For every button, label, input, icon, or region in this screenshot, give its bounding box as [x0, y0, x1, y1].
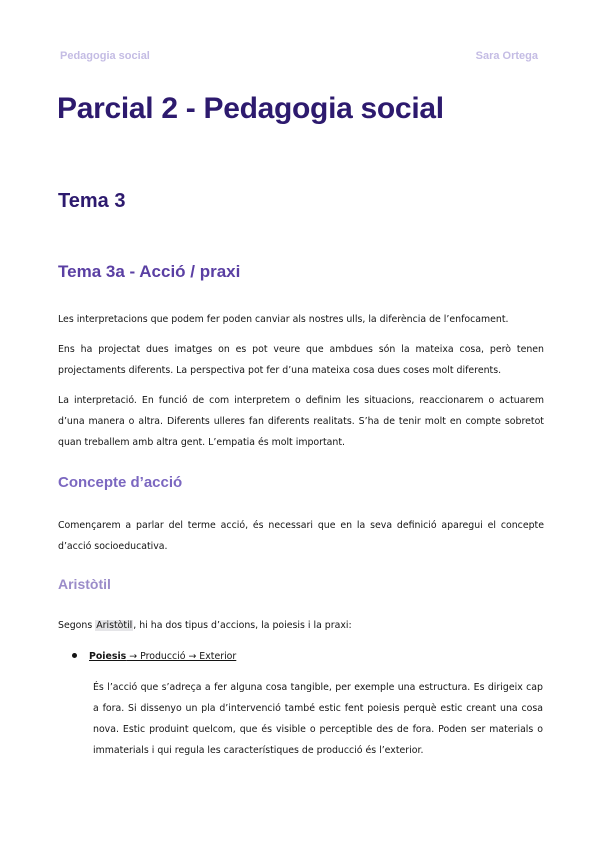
heading-tema-3: Tema 3: [58, 190, 126, 212]
list-item-poiesis: [72, 646, 236, 667]
paragraph-text-after: , hi ha dos tipus d’accions, la poiesis i la praxi:: [133, 620, 352, 631]
paragraph-tipus-accions: [58, 615, 544, 636]
paragraph-poiesis-detail: És l’acció que s’adreça a fer alguna cosa tangible, per exemple una estructura. Es dirigeix cap a fora. Si dissenyo un pla d’intervenció també estic fent poiesis perquè estic creant una cosa nova. Estic produint quelcom, que és visible o perceptible des de fora. Poden ser materials o immaterials i qui regula les característiques de producció és l’exterior.: [93, 682, 543, 756]
highlighted-aristotil: Aristòtil: [96, 620, 133, 631]
paragraph-accio: Començarem a parlar del terme acció, és necessari que en la seva definició aparegui el concepte d’acció socioeducativa.: [58, 520, 544, 552]
bullet-term-poiesis: Poiesis: [89, 651, 127, 662]
header-author: Sara Ortega: [475, 50, 538, 62]
bullet-description: → Producció → Exterior: [126, 651, 237, 662]
heading-tema-3a: Tema 3a - Acció / praxi: [58, 262, 241, 281]
paragraph-interpretacio: La interpretació. En funció de com interpretem o definim les situacions, reaccionarem o actuarem d’una manera o altra. Diferents ulleres fan diferents realitats. S’ha de tenir molt en compte sobretot quan treballem amb altra gent. L’empatia és molt important.: [58, 395, 544, 448]
heading-aristotil: Aristòtil: [58, 576, 111, 592]
bullet-dot-icon: [72, 653, 77, 658]
paragraph-text-before: Segons: [58, 620, 96, 631]
document-title: Parcial 2 - Pedagogia social: [57, 92, 444, 125]
header-course: Pedagogia social: [60, 50, 150, 62]
paragraph-interpretacions: Les interpretacions que podem fer poden canviar als nostres ulls, la diferència de l’enfocament.: [58, 314, 509, 325]
heading-concepte-accio: Concepte d’acció: [58, 474, 183, 491]
page-header: [60, 50, 538, 62]
paragraph-imatges: Ens ha projectat dues imatges on es pot veure que ambdues són la mateixa cosa, però tenen projectaments diferents. La perspectiva pot fer d’una mateixa cosa dues coses molt diferents.: [58, 344, 544, 376]
